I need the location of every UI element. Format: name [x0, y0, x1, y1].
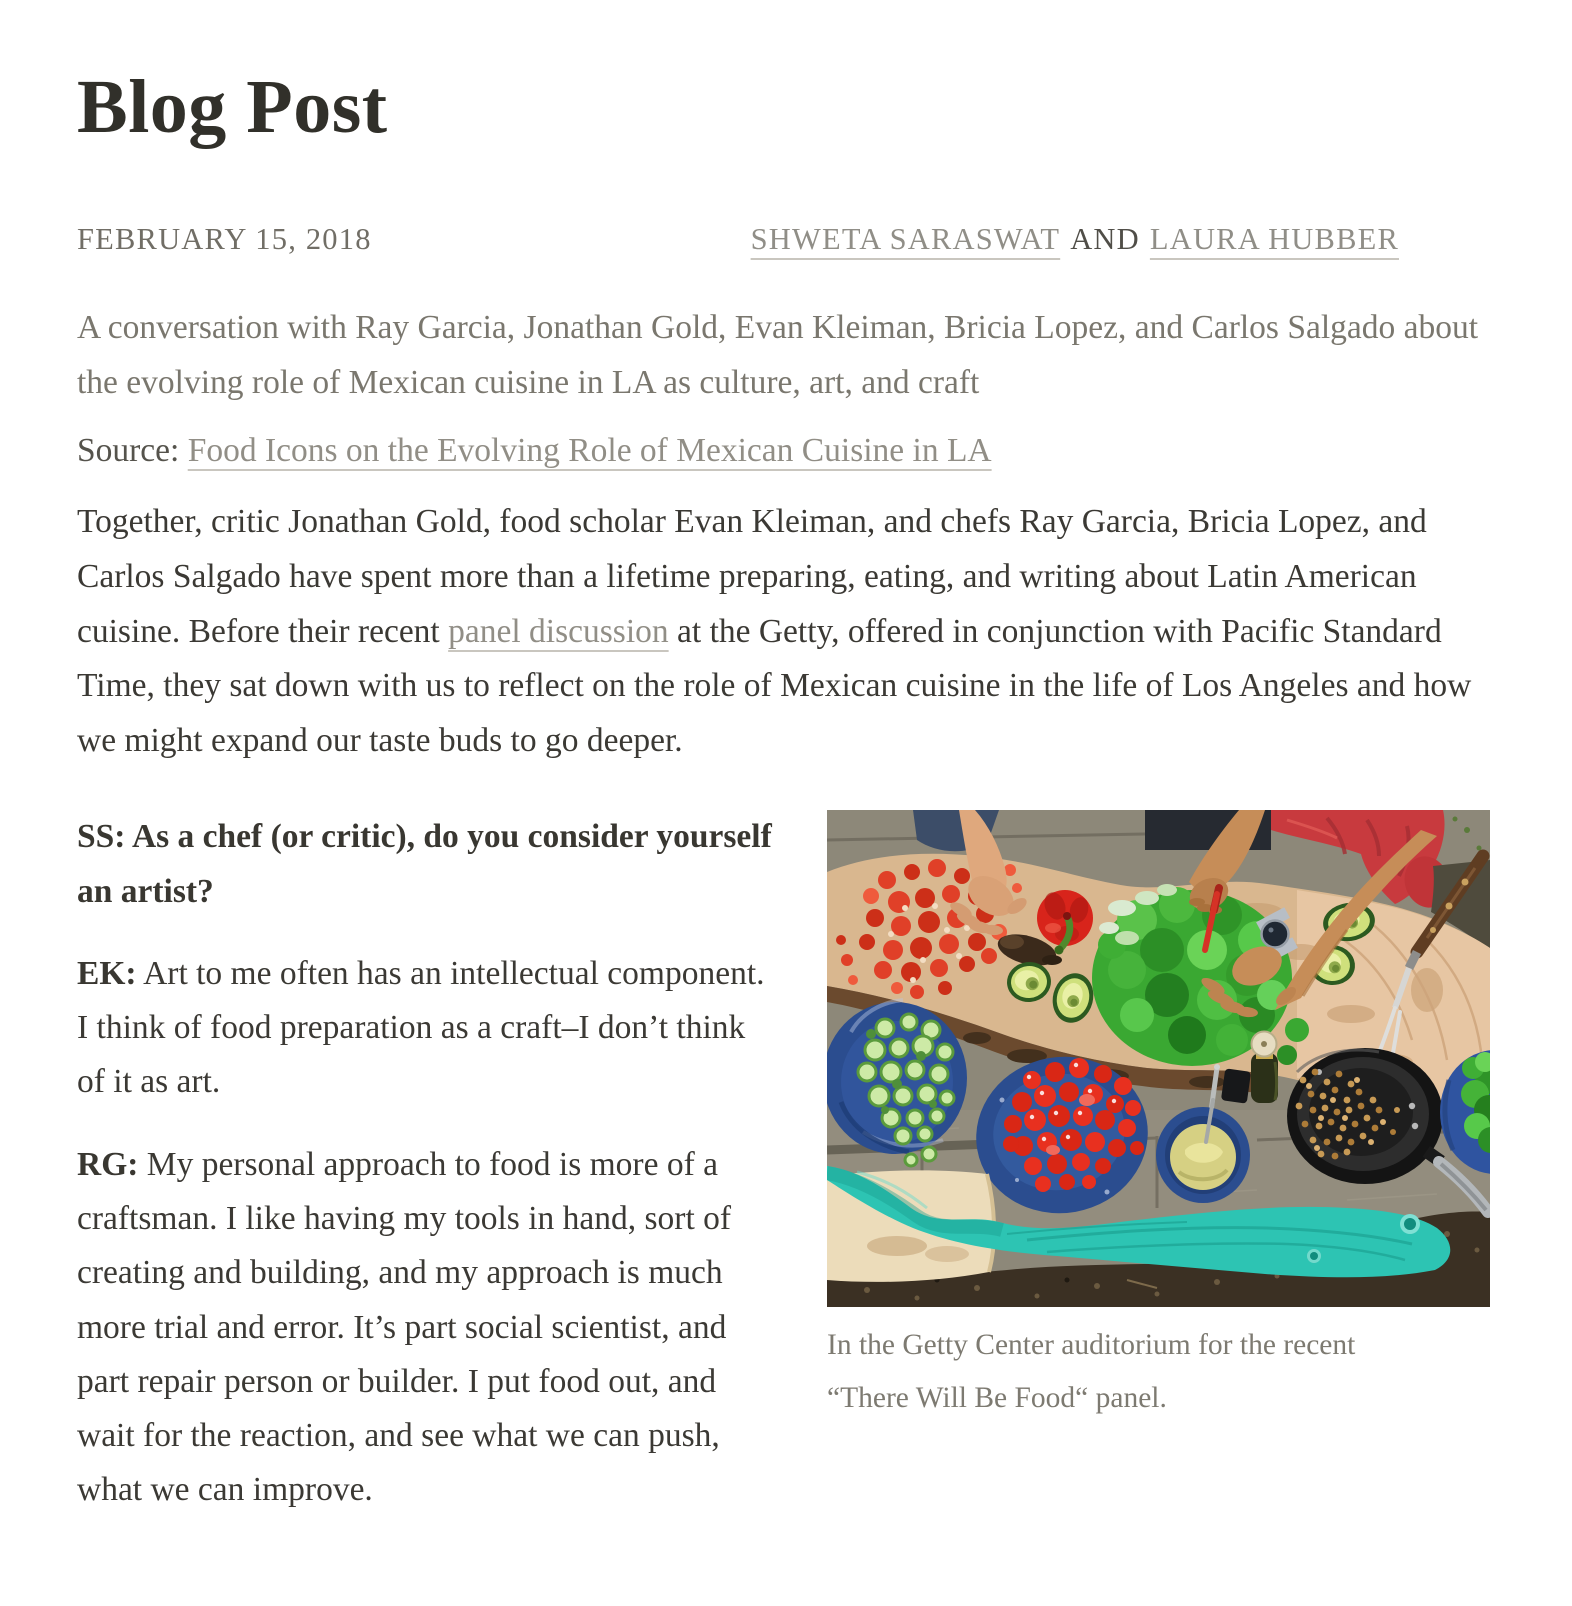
- byline: [751, 222, 1399, 257]
- photo-caption: In the Getty Center auditorium for the recent “There Will Be Food“ panel.: [827, 1329, 1356, 1414]
- panel-discussion-link[interactable]: panel discussion: [448, 612, 669, 650]
- wristwatch: [1262, 921, 1289, 948]
- answer-ek-text: Art to me often has an intellectual component. I think of food preparation as a craft–I don’t think of it as art.: [77, 954, 765, 1101]
- author-link-laura-hubber[interactable]: LAURA HUBBER: [1149, 221, 1399, 256]
- question-ss-text: As a chef (or critic), do you consider yourself an artist?: [77, 818, 772, 910]
- speaker-ss: SS:: [77, 818, 126, 856]
- intro-text-before: Together, critic Jonathan Gold, food scholar Evan Kleiman, and chefs Ray Garcia, Bricia Lopez, and Carlos Salgado have spent more than a lifetime preparing, eating, and writing about Latin American cuisine. Before their recent: [77, 503, 1427, 650]
- answer-ek: [77, 947, 775, 1110]
- lede-paragraph: A conversation with Ray Garcia, Jonathan Gold, Evan Kleiman, Bricia Lopez, and Carlos Salgado about the evolving role of Mexican cuisine in LA as culture, art, and craft: [77, 308, 1479, 401]
- answer-rg-text: My personal approach to food is more of a craftsman. I like having my tools in hand, sort of creating and building, and my approach is much more trial and error. It’s part social scientist, and part repair person or builder. I put food out, and wait for the reaction, and see what we can push, what we can improve.: [77, 1145, 732, 1509]
- intro-paragraph: [77, 495, 1495, 768]
- source-label: Source:: [77, 432, 188, 470]
- source-line: [77, 424, 1495, 479]
- photo-figure: [827, 810, 1490, 1545]
- intro-text-after: at the Getty, offered in conjunction with Pacific Standard Time, they sat down with us to reflect on the role of Mexican cuisine in the life of Los Angeles and how we might expand our taste buds to go deeper.: [77, 612, 1472, 759]
- qa-column: [77, 810, 775, 1545]
- page-title: Blog Post: [77, 65, 388, 149]
- two-column-section: [77, 810, 1495, 1545]
- food-prep-photo: [827, 810, 1490, 1307]
- answer-rg: [77, 1138, 775, 1518]
- question-ss: [77, 810, 775, 919]
- speaker-ek: EK:: [77, 954, 137, 992]
- author-link-shweta-saraswat[interactable]: SHWETA SARASWAT: [750, 221, 1061, 256]
- post-date: FEBRUARY 15, 2018: [77, 221, 372, 256]
- speaker-rg: RG:: [77, 1145, 139, 1183]
- source-link[interactable]: Food Icons on the Evolving Role of Mexican Cuisine in LA: [187, 432, 992, 470]
- post-meta: [77, 222, 1495, 257]
- byline-conjunction: AND: [1070, 221, 1140, 256]
